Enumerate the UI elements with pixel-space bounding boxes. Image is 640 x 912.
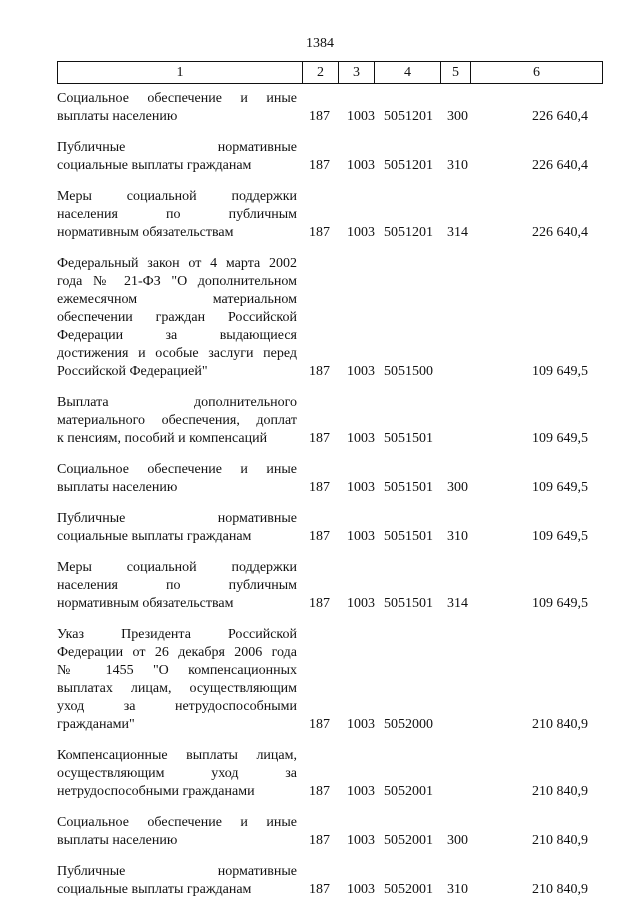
ministry-code: 187 <box>309 596 330 611</box>
section-code: 1003 <box>347 431 375 446</box>
table-row <box>57 747 602 801</box>
amount: 226 640,4 <box>532 158 588 173</box>
description-line: социальные выплаты гражданам <box>57 529 252 544</box>
target-article-code: 5052000 <box>384 717 433 732</box>
row-description <box>57 510 297 546</box>
description-line: нормативным обязательствам <box>57 596 234 611</box>
target-article-code: 5051201 <box>384 158 433 173</box>
ministry-code: 187 <box>309 480 330 495</box>
description-line: Социальное обеспечение и иные <box>57 462 297 477</box>
section-code: 1003 <box>347 882 375 897</box>
description-line: Федеральный закон от 4 марта 2002 <box>57 256 297 271</box>
description-line: осуществляющим уход за <box>57 766 297 781</box>
ministry-code: 187 <box>309 833 330 848</box>
description-line: к пенсиям, пособий и компенсаций <box>57 431 268 446</box>
ministry-code: 187 <box>309 431 330 446</box>
table-row <box>57 626 602 734</box>
section-code: 1003 <box>347 158 375 173</box>
amount: 210 840,9 <box>532 784 588 799</box>
row-description <box>57 863 297 899</box>
description-line: выплаты населению <box>57 833 178 848</box>
table-row <box>57 510 602 546</box>
description-line: выплатах лицам, осуществляющим <box>57 681 297 696</box>
expense-type-code: 310 <box>447 158 468 173</box>
description-line: достижения и особые заслуги перед <box>57 346 297 361</box>
table-row <box>57 863 602 899</box>
amount: 109 649,5 <box>532 480 588 495</box>
amount: 109 649,5 <box>532 529 588 544</box>
target-article-code: 5051501 <box>384 480 433 495</box>
section-code: 1003 <box>347 480 375 495</box>
amount: 109 649,5 <box>532 364 588 379</box>
column-header-5: 5 <box>441 62 471 84</box>
target-article-code: 5051501 <box>384 431 433 446</box>
description-line: нетрудоспособными гражданами <box>57 784 255 799</box>
ministry-code: 187 <box>309 529 330 544</box>
row-description <box>57 188 297 242</box>
description-line: материального обеспечения, доплат <box>57 413 297 428</box>
expense-type-code: 314 <box>447 225 468 240</box>
description-line: уход за нетрудоспособными <box>57 699 297 714</box>
description-line: выплаты населению <box>57 109 178 124</box>
page-number: 1384 <box>306 36 334 51</box>
expense-type-code: 300 <box>447 109 468 124</box>
description-line: Компенсационные выплаты лицам, <box>57 748 297 763</box>
description-line: года № 21-ФЗ "О дополнительном <box>57 274 297 289</box>
target-article-code: 5051201 <box>384 225 433 240</box>
table-row <box>57 461 602 497</box>
column-header-row <box>58 62 603 84</box>
table-row <box>57 394 602 448</box>
description-line: Социальное обеспечение и иные <box>57 815 297 830</box>
target-article-code: 5052001 <box>384 784 433 799</box>
amount: 210 840,9 <box>532 833 588 848</box>
description-line: Публичные нормативные <box>57 864 297 879</box>
row-description <box>57 461 297 497</box>
target-article-code: 5052001 <box>384 882 433 897</box>
row-description <box>57 626 297 734</box>
section-code: 1003 <box>347 833 375 848</box>
amount: 210 840,9 <box>532 717 588 732</box>
section-code: 1003 <box>347 784 375 799</box>
description-line: населения по публичным <box>57 578 297 593</box>
target-article-code: 5051500 <box>384 364 433 379</box>
section-code: 1003 <box>347 717 375 732</box>
column-header-table <box>57 61 603 84</box>
description-line: гражданами" <box>57 717 135 732</box>
column-header-4: 4 <box>375 62 441 84</box>
ministry-code: 187 <box>309 882 330 897</box>
expense-type-code: 310 <box>447 882 468 897</box>
description-line: Социальное обеспечение и иные <box>57 91 297 106</box>
target-article-code: 5051201 <box>384 109 433 124</box>
row-description <box>57 90 297 126</box>
ministry-code: 187 <box>309 109 330 124</box>
row-description <box>57 747 297 801</box>
description-line: Публичные нормативные <box>57 511 297 526</box>
description-line: Публичные нормативные <box>57 140 297 155</box>
amount: 226 640,4 <box>532 225 588 240</box>
target-article-code: 5051501 <box>384 596 433 611</box>
description-line: Федерации за выдающиеся <box>57 328 297 343</box>
column-header-2: 2 <box>303 62 339 84</box>
section-code: 1003 <box>347 529 375 544</box>
description-line: социальные выплаты гражданам <box>57 158 252 173</box>
amount: 109 649,5 <box>532 431 588 446</box>
description-line: обеспечении граждан Российской <box>57 310 297 325</box>
section-code: 1003 <box>347 364 375 379</box>
budget-table-body <box>57 90 602 912</box>
table-row <box>57 188 602 242</box>
description-line: Меры социальной поддержки <box>57 189 297 204</box>
ministry-code: 187 <box>309 364 330 379</box>
table-row <box>57 814 602 850</box>
row-description <box>57 394 297 448</box>
column-header-1: 1 <box>58 62 303 84</box>
row-description <box>57 139 297 175</box>
ministry-code: 187 <box>309 158 330 173</box>
column-header-3: 3 <box>339 62 375 84</box>
table-row <box>57 139 602 175</box>
description-line: ежемесячном материальном <box>57 292 297 307</box>
description-line: Выплата дополнительного <box>57 395 297 410</box>
amount: 109 649,5 <box>532 596 588 611</box>
section-code: 1003 <box>347 109 375 124</box>
row-description <box>57 255 297 381</box>
ministry-code: 187 <box>309 717 330 732</box>
expense-type-code: 300 <box>447 480 468 495</box>
description-line: Российской Федерацией" <box>57 364 208 379</box>
description-line: Федерации от 26 декабря 2006 года <box>57 645 297 660</box>
amount: 210 840,9 <box>532 882 588 897</box>
table-row <box>57 90 602 126</box>
description-line: Указ Президента Российской <box>57 627 297 642</box>
section-code: 1003 <box>347 225 375 240</box>
description-line: нормативным обязательствам <box>57 225 234 240</box>
table-row <box>57 255 602 381</box>
table-row <box>57 559 602 613</box>
description-line: Меры социальной поддержки <box>57 560 297 575</box>
row-description <box>57 814 297 850</box>
description-line: социальные выплаты гражданам <box>57 882 252 897</box>
expense-type-code: 310 <box>447 529 468 544</box>
column-header-6: 6 <box>471 62 603 84</box>
description-line: выплаты населению <box>57 480 178 495</box>
amount: 226 640,4 <box>532 109 588 124</box>
target-article-code: 5051501 <box>384 529 433 544</box>
section-code: 1003 <box>347 596 375 611</box>
ministry-code: 187 <box>309 225 330 240</box>
expense-type-code: 314 <box>447 596 468 611</box>
description-line: № 1455 "О компенсационных <box>57 663 297 678</box>
description-line: населения по публичным <box>57 207 297 222</box>
ministry-code: 187 <box>309 784 330 799</box>
row-description <box>57 559 297 613</box>
target-article-code: 5052001 <box>384 833 433 848</box>
expense-type-code: 300 <box>447 833 468 848</box>
